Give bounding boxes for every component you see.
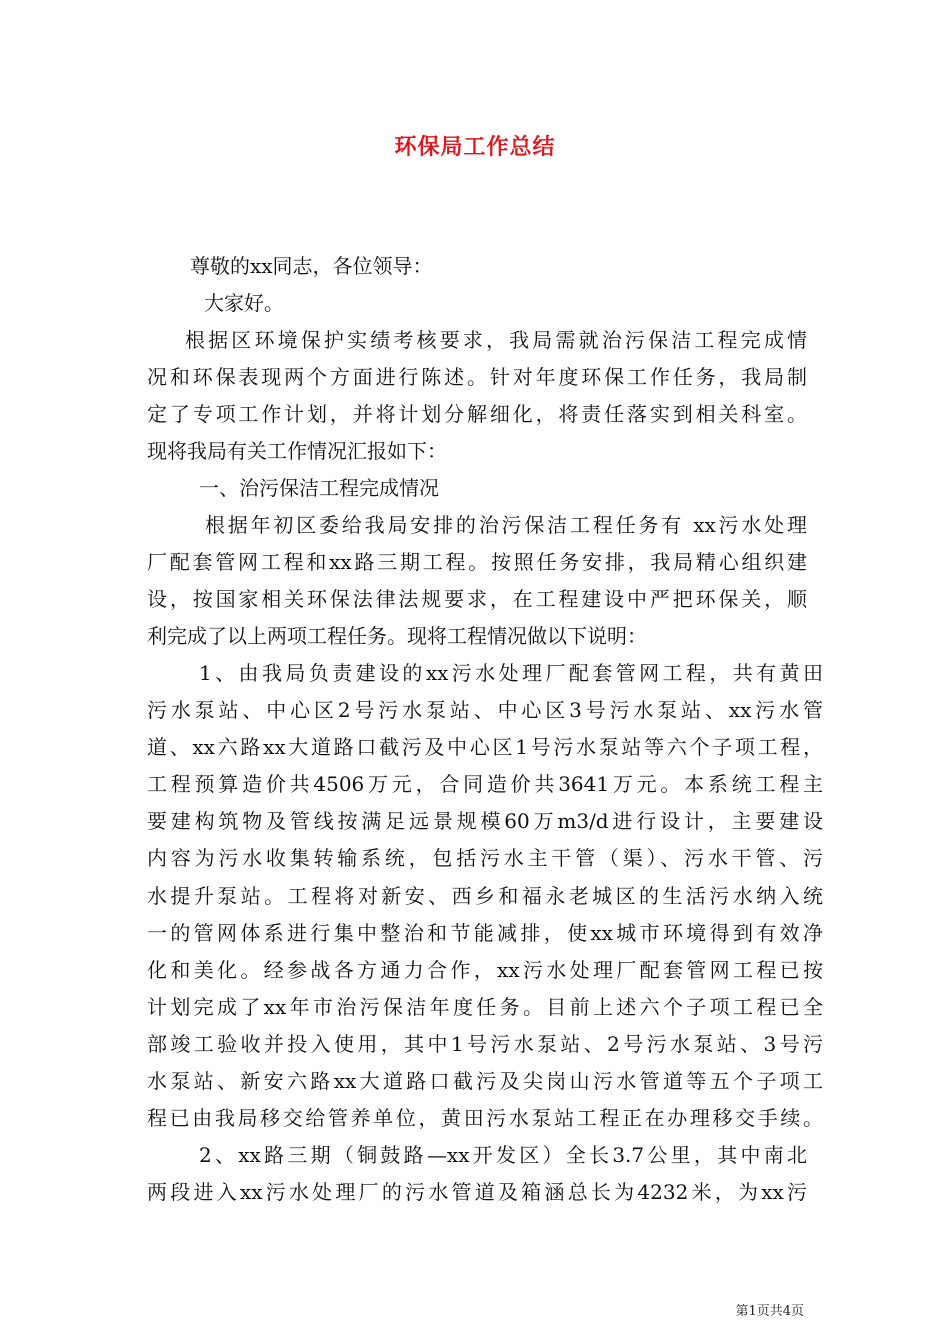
salutation-text: 尊敬的xx同志，各位领导： (190, 254, 433, 278)
paragraph-line: 设，按国家相关环保法律法规要求，在工程建设中严把环保关，顺 (147, 587, 807, 612)
page-title: 环保局工作总结 (394, 135, 556, 160)
item1-paragraph (147, 655, 823, 1137)
paragraph-line: 2、xx路三期（铜鼓路—xx开发区）全长3.7公里，其中南北 (199, 1143, 807, 1167)
item2-paragraph (147, 1137, 807, 1211)
greeting-text: 大家好。 (204, 291, 284, 315)
paragraph-line: 根据年初区委给我局安排的治污保洁工程任务有 xx污水处理 (205, 513, 807, 537)
paragraph-line: 道、xx六路xx大道路口截污及中心区1号污水泵站等六个子项工程， (147, 735, 823, 760)
greeting (204, 285, 284, 322)
page-number: 第1页共4页 (735, 1304, 804, 1319)
paragraph-line: 部竣工验收并投入使用，其中1号污水泵站、2号污水泵站、3号污 (147, 1031, 823, 1056)
paragraph-line: 工程预算造价共4506万元，合同造价共3641万元。本系统工程主 (147, 772, 823, 797)
paragraph-line: 水提升泵站。工程将对新安、西乡和福永老城区的生活污水纳入统 (147, 883, 823, 908)
paragraph-line: 现将我局有关工作情况汇报如下： (147, 439, 447, 464)
intro-paragraph (147, 322, 807, 470)
paragraph-line: 计划完成了xx年市治污保洁年度任务。目前上述六个子项工程已全 (147, 994, 823, 1019)
paragraph-line: 定了专项工作计划，并将计划分解细化，将责任落实到相关科室。 (147, 402, 807, 427)
paragraph-line: 污水泵站、中心区2号污水泵站、中心区3号污水泵站、xx污水管 (147, 698, 823, 723)
section-heading-text: 一、治污保洁工程完成情况 (199, 476, 439, 500)
section1-intro-paragraph (147, 507, 807, 655)
paragraph-line: 两段进入xx污水处理厂的污水管道及箱涵总长为4232米，为xx污 (147, 1180, 807, 1205)
paragraph-line: 水泵站、新安六路xx大道路口截污及尖岗山污水管道等五个子项工 (147, 1069, 823, 1094)
paragraph-line: 一的管网体系进行集中整治和节能减排，使xx城市环境得到有效净 (147, 920, 823, 945)
paragraph-line: 厂配套管网工程和xx路三期工程。按照任务安排，我局精心组织建 (147, 550, 807, 575)
paragraph-line: 程已由我局移交给管养单位，黄田污水泵站工程正在办理移交手续。 (147, 1106, 823, 1131)
paragraph-line: 1、由我局负责建设的xx污水处理厂配套管网工程，共有黄田 (199, 661, 823, 685)
paragraph-line: 化和美化。经参战各方通力合作，xx污水处理厂配套管网工程已按 (147, 957, 823, 982)
paragraph-line: 内容为污水收集转输系统，包括污水主干管（渠）、污水干管、污 (147, 846, 823, 871)
section1-heading (199, 470, 439, 507)
salutation (190, 248, 433, 285)
paragraph-line: 况和环保表现两个方面进行陈述。针对年度环保工作任务，我局制 (147, 365, 807, 390)
paragraph-line: 要建构筑物及管线按满足远景规模60万m3/d进行设计，主要建设 (147, 809, 823, 834)
paragraph-line: 利完成了以上两项工程任务。现将工程情况做以下说明： (147, 624, 647, 649)
paragraph-line: 根据区环境保护实绩考核要求，我局需就治污保洁工程完成情 (185, 328, 807, 352)
